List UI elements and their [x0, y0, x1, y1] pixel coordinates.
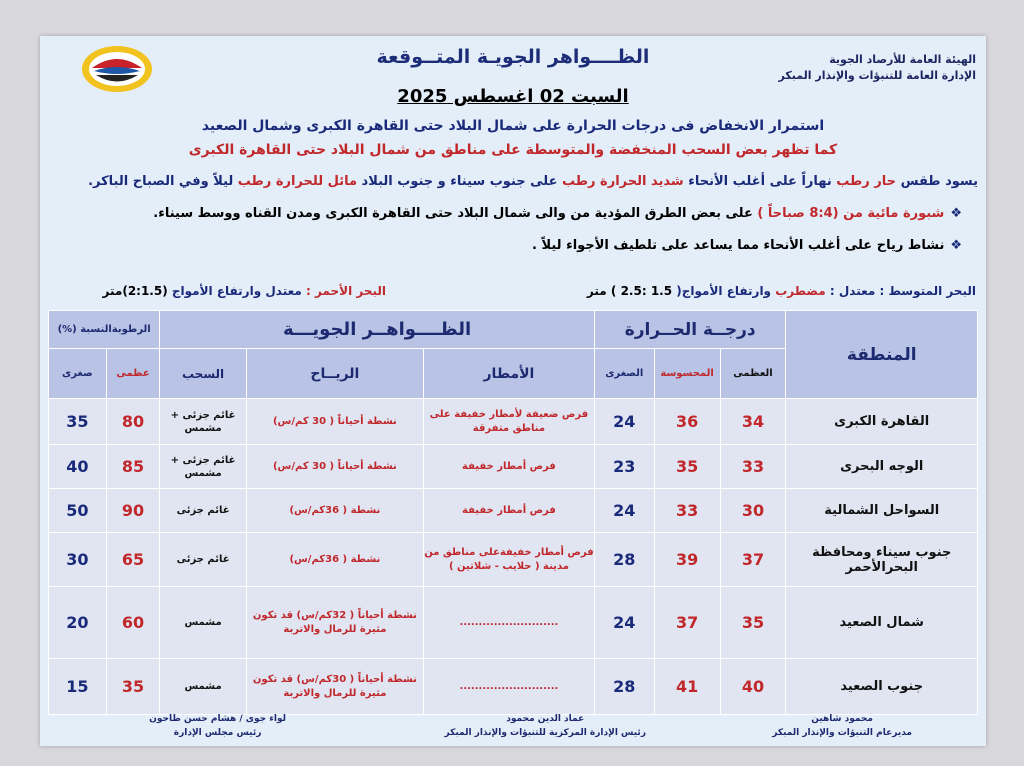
- hum-max-cell: 60: [106, 587, 160, 659]
- min-temp-cell: 24: [594, 489, 654, 533]
- clouds-cell: غائم جزئى: [160, 533, 247, 587]
- hum-min-cell: 50: [49, 489, 107, 533]
- feels-temp-cell: 39: [654, 533, 720, 587]
- hum-max-cell: 90: [106, 489, 160, 533]
- feels-temp-cell: 41: [654, 659, 720, 715]
- max-temp-cell: 35: [720, 587, 786, 659]
- signature-1: محمود شاهين مديرعام التنبؤات والإنذار المبكر: [772, 714, 912, 738]
- feels-temp-cell: 37: [654, 587, 720, 659]
- wind-cell: نشطة أحياناً ( 30 كم/س): [246, 445, 423, 489]
- clouds-cell: مشمس: [160, 587, 247, 659]
- wind-cell: نشطة ( 36كم/س): [246, 533, 423, 587]
- rain-cell: فرص ضعيفة لأمطار خفيفة على مناطق متفرقة: [423, 399, 594, 445]
- feels-temp-cell: 36: [654, 399, 720, 445]
- hum-min-cell: 30: [49, 533, 107, 587]
- hum-max-cell: 35: [106, 659, 160, 715]
- table-row: [49, 399, 978, 445]
- signature-2: عماد الدين محمود رئيس الإدارة المركزية للتنبؤات والإنذار المبكر: [444, 714, 646, 738]
- clouds-cell: مشمس: [160, 659, 247, 715]
- rain-cell: فرص أمطار خفيفة: [423, 489, 594, 533]
- forecast-sheet: [40, 36, 986, 746]
- rain-cell: فرص أمطار خفيفةعلى مناطق من مدينة ( حلايب - شلاتين ): [423, 533, 594, 587]
- hum-max-cell: 85: [106, 445, 160, 489]
- forecast-table: [48, 310, 978, 715]
- clouds-cell: غائم جزئى: [160, 489, 247, 533]
- rain-cell: ..........................: [423, 587, 594, 659]
- wind-cell: نشطة أحياناً ( 30 كم/س): [246, 399, 423, 445]
- forecast-date: السبت 02 اغسطس 2025: [397, 86, 629, 107]
- col-clouds: السحب: [160, 349, 247, 399]
- fog-bullet: ❖شبورة مائية من (8:4 صباحاً ) على بعض الطرق المؤدية من والى شمال البلاد حتى القاهرة الكبرى ومدن القناه ووسط سيناء.: [153, 206, 962, 221]
- hum-min-cell: 40: [49, 445, 107, 489]
- rain-cell: فرص أمطار خفيفة: [423, 445, 594, 489]
- clouds-cell: غائم جزئى + مشمس: [160, 399, 247, 445]
- min-temp-cell: 24: [594, 587, 654, 659]
- wind-cell: نشطة أحياناً ( 30كم/س) قد تكون مثيرة للرمال والاتربة: [246, 659, 423, 715]
- col-region: المنطقة: [786, 311, 978, 399]
- mediterranean-sea-state: البحر المتوسط : معتدل : مضطرب وارتفاع الأمواج( 1.5 :2.5 ) متر: [586, 284, 976, 298]
- org-name: الهيئة العامة للأرصاد الجوية: [829, 53, 976, 66]
- diamond-bullet-icon: ❖: [950, 238, 962, 253]
- max-temp-cell: 37: [720, 533, 786, 587]
- feels-temp-cell: 35: [654, 445, 720, 489]
- hum-max-cell: 65: [106, 533, 160, 587]
- summary-line-1: استمرار الانخفاض فى درجات الحرارة على شمال البلاد حتى القاهرة الكبرى وشمال الصعيد: [201, 118, 825, 134]
- hum-min-cell: 15: [49, 659, 107, 715]
- min-temp-cell: 23: [594, 445, 654, 489]
- max-temp-cell: 30: [720, 489, 786, 533]
- max-temp-cell: 34: [720, 399, 786, 445]
- table-row: [49, 445, 978, 489]
- hum-min-cell: 35: [49, 399, 107, 445]
- weather-description: يسود طقس حار رطب نهاراً على أغلب الأنحاء شديد الحرارة رطب على جنوب سيناء و جنوب البلاد مائل للحرارة رطب ليلاً وفي الصباح الباكر.: [88, 174, 978, 189]
- page-title: الظــــواهر الجويـة المتــوقعة: [376, 46, 650, 68]
- org-dept: الإدارة العامة للتنبؤات والإنذار المبكر: [778, 69, 976, 82]
- max-temp-cell: 33: [720, 445, 786, 489]
- col-max: العظمى: [720, 349, 786, 399]
- min-temp-cell: 28: [594, 533, 654, 587]
- region-cell: القاهرة الكبرى: [786, 399, 978, 445]
- col-temperature: درجــة الحــرارة: [594, 311, 786, 349]
- col-wind: الريــاح: [246, 349, 423, 399]
- col-hum-min: صغرى: [49, 349, 107, 399]
- min-temp-cell: 28: [594, 659, 654, 715]
- rain-cell: ..........................: [423, 659, 594, 715]
- region-cell: جنوب الصعيد: [786, 659, 978, 715]
- col-feels: المحسوسة: [654, 349, 720, 399]
- region-cell: شمال الصعيد: [786, 587, 978, 659]
- clouds-cell: غائم جزئى + مشمس: [160, 445, 247, 489]
- min-temp-cell: 24: [594, 399, 654, 445]
- table-row: [49, 659, 978, 715]
- feels-temp-cell: 33: [654, 489, 720, 533]
- hum-min-cell: 20: [49, 587, 107, 659]
- table-row: [49, 533, 978, 587]
- signature-3: لواء جوى / هشام حسن طاحون رئيس مجلس الإدارة: [149, 714, 286, 738]
- col-hum-max: عظمى: [106, 349, 160, 399]
- diamond-bullet-icon: ❖: [950, 206, 962, 221]
- wind-cell: نشطة ( 36كم/س): [246, 489, 423, 533]
- max-temp-cell: 40: [720, 659, 786, 715]
- region-cell: السواحل الشمالية: [786, 489, 978, 533]
- red-sea-state: البحر الأحمر : معتدل وارتفاع الأمواج (2:1.5)متر: [102, 284, 386, 298]
- wind-cell: نشطة أحياناً ( 32كم/س) قد تكون مثيرة للرمال والاتربة: [246, 587, 423, 659]
- region-cell: جنوب سيناء ومحافظة البحرالأحمر: [786, 533, 978, 587]
- col-min: الصغرى: [594, 349, 654, 399]
- col-humidity: الرطوبةالنسبة (%): [49, 311, 160, 349]
- hum-max-cell: 80: [106, 399, 160, 445]
- table-row: [49, 489, 978, 533]
- col-rain: الأمطار: [423, 349, 594, 399]
- table-row: [49, 587, 978, 659]
- region-cell: الوجه البحرى: [786, 445, 978, 489]
- wind-bullet: ❖نشاط رياح على أغلب الأنحاء مما يساعد على تلطيف الأجواء ليلاً .: [532, 238, 962, 253]
- col-phenomena: الظــــواهــر الجويـــة: [160, 311, 595, 349]
- summary-line-2: كما تظهر بعض السحب المنخفضة والمتوسطة على مناطق من شمال البلاد حتى القاهرة الكبرى: [188, 142, 838, 158]
